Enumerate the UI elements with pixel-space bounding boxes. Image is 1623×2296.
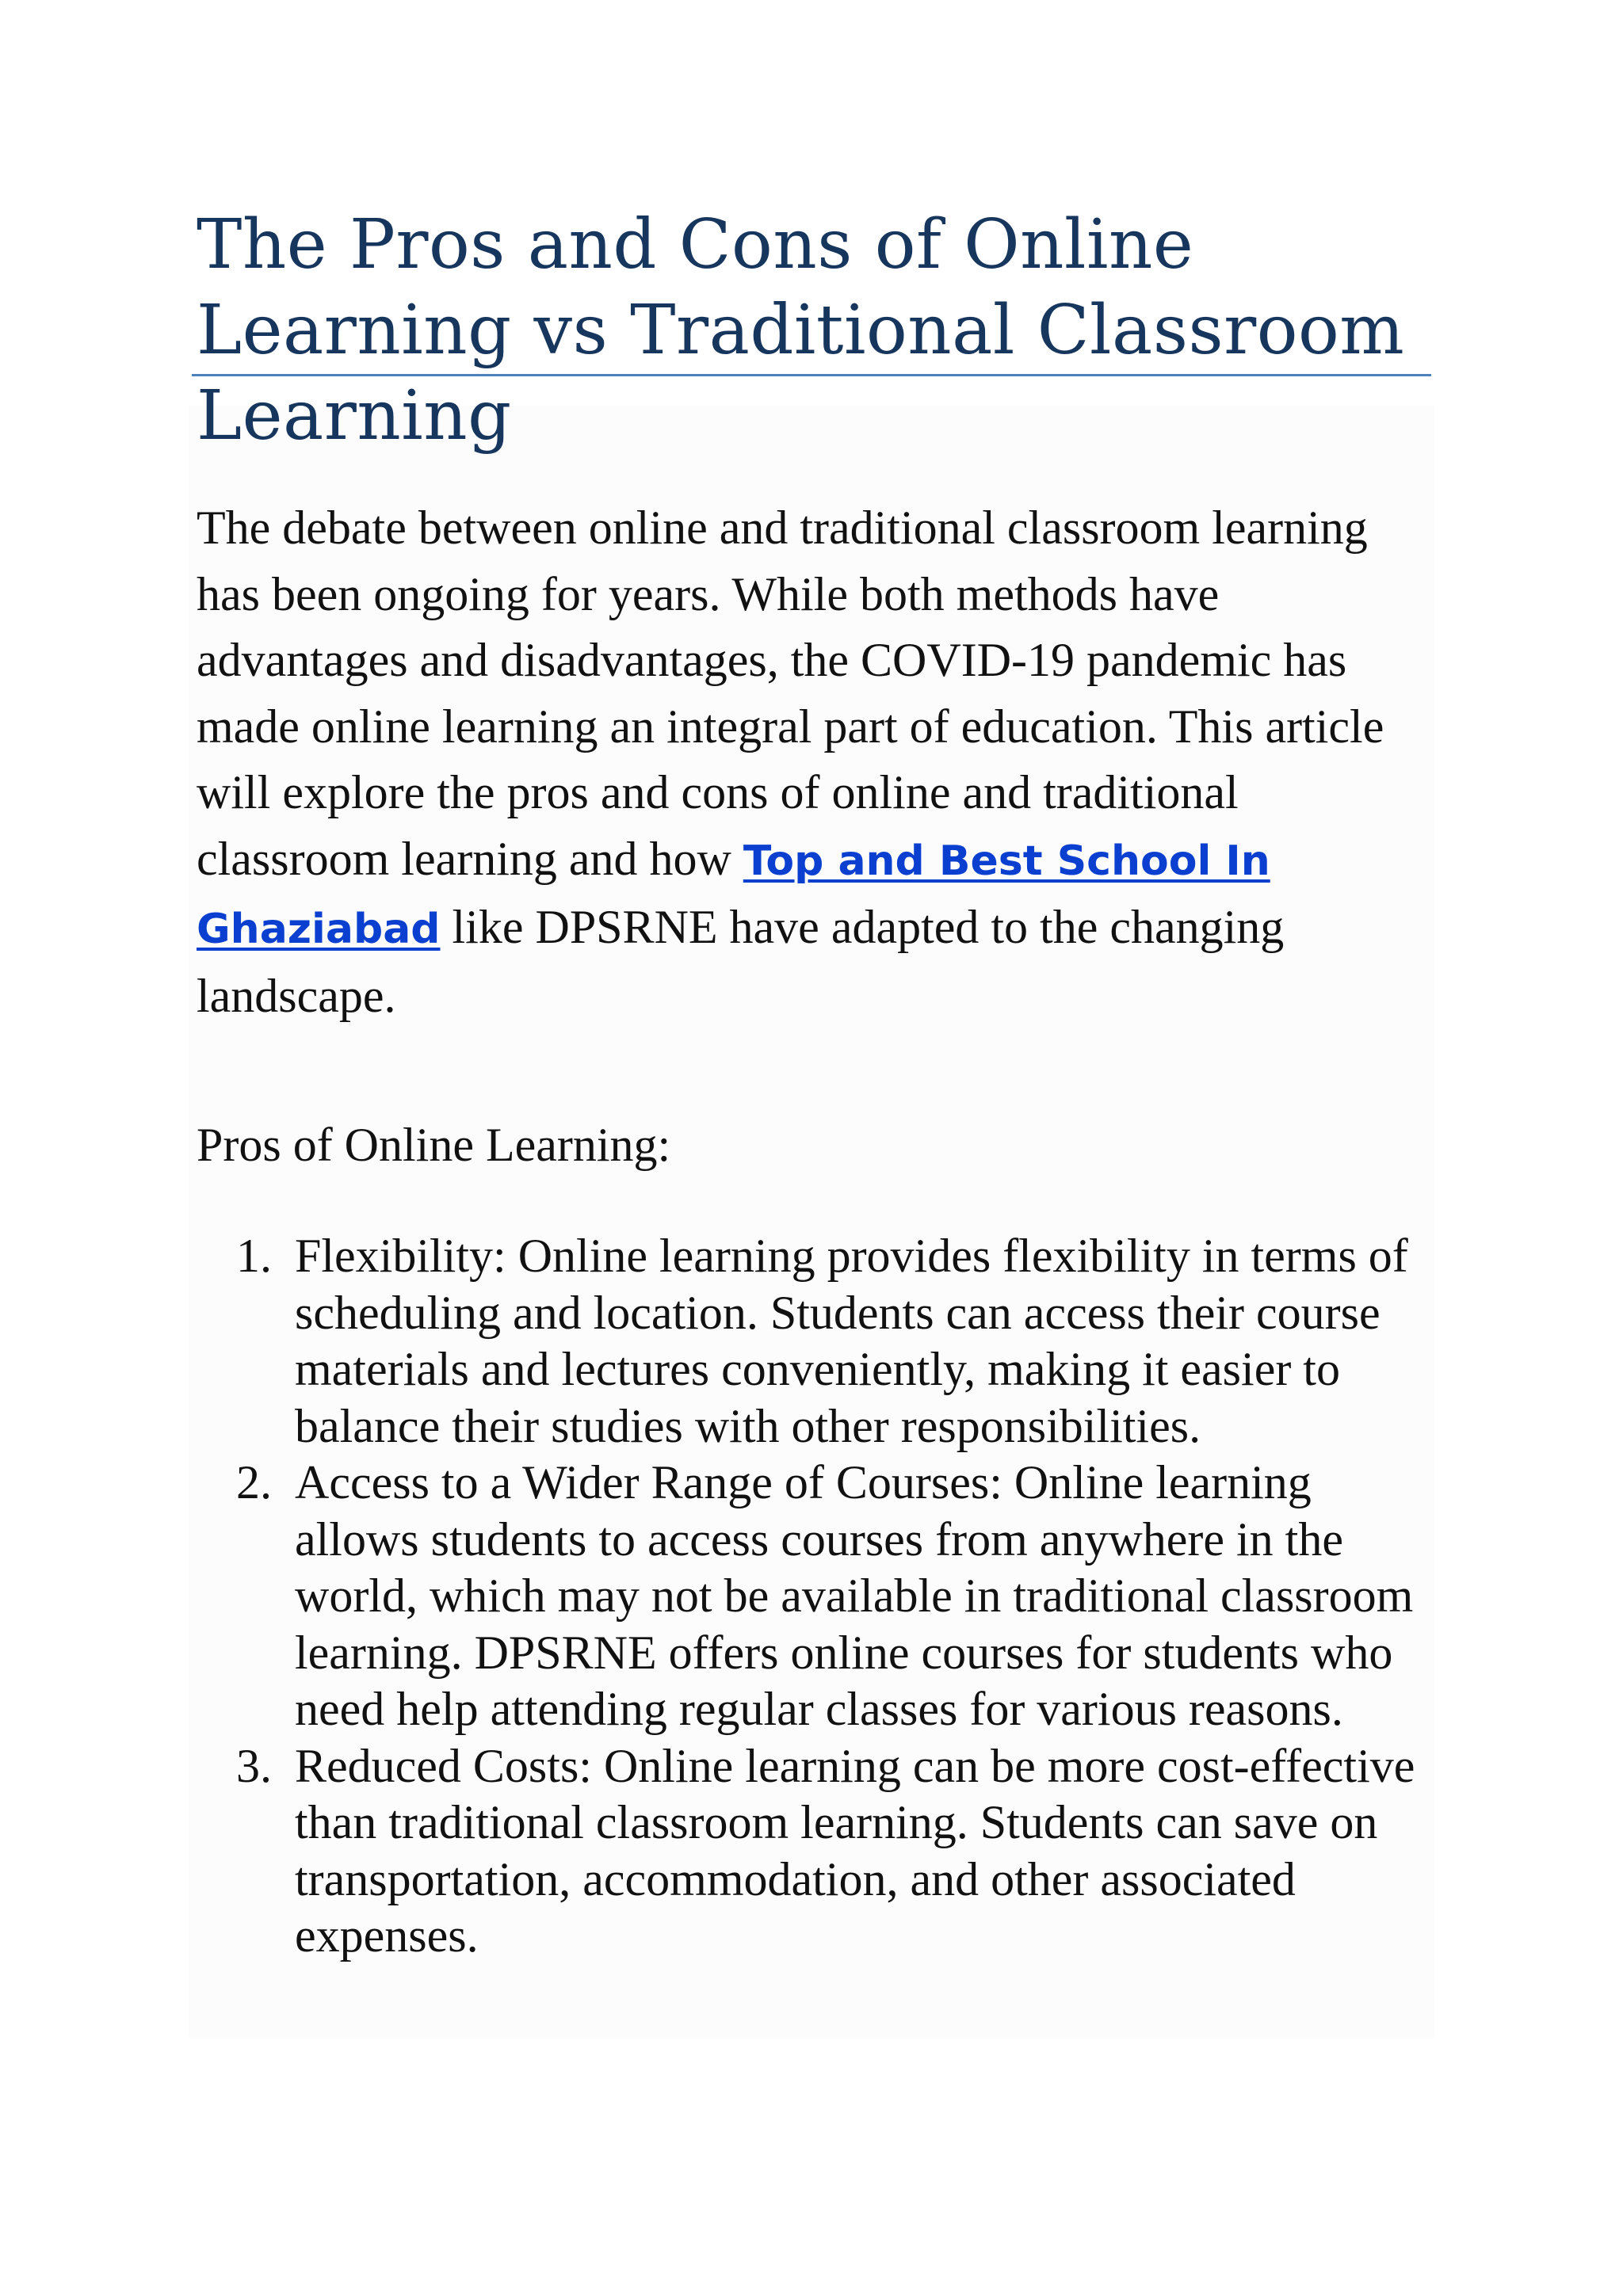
intro-text-before-link: The debate between online and traditional classroom learning has been ongoing for years. While both methods have advantages and disadvantages, the COVID-19 pandemic has made online learning an integral part of education. This article will explore the pros and cons of online and traditional classroom learning and how bbox=[197, 502, 1384, 885]
list-item-text: Flexibility: Online learning provides flexibility in terms of scheduling and location. Students can access their course materials and lectures conveniently, making it easier to balance their studies with other responsibilities. bbox=[295, 1230, 1408, 1452]
title-underline-rule bbox=[192, 374, 1431, 376]
intro-text-after-link: like DPSRNE have adapted to the changing landscape. bbox=[197, 901, 1285, 1022]
pros-list bbox=[197, 1228, 1433, 1965]
list-item-text: Reduced Costs: Online learning can be more cost-effective than traditional classroom learning. Students can save on transportation, accommodation, and other associated expenses. bbox=[295, 1739, 1415, 1962]
pros-heading: Pros of Online Learning: bbox=[197, 1119, 671, 1171]
list-item-text: Access to a Wider Range of Courses: Online learning allows students to access courses from anywhere in the world, which may not be available in traditional classroom learning. DPSRNE offers online courses for students who need help attending regular classes for various reasons. bbox=[295, 1456, 1414, 1735]
intro-paragraph bbox=[197, 495, 1433, 1029]
list-item bbox=[197, 1738, 1433, 1965]
list-item-number: 1. bbox=[236, 1230, 272, 1282]
list-item-number: 3. bbox=[236, 1739, 272, 1792]
school-link[interactable]: Top and Best School In Ghaziabad bbox=[197, 837, 1270, 953]
document-title: The Pros and Cons of Online Learning vs Traditional Classroom Learning bbox=[197, 205, 1405, 456]
list-item-number: 2. bbox=[236, 1456, 272, 1508]
list-item bbox=[197, 1228, 1433, 1455]
list-item bbox=[197, 1455, 1433, 1738]
